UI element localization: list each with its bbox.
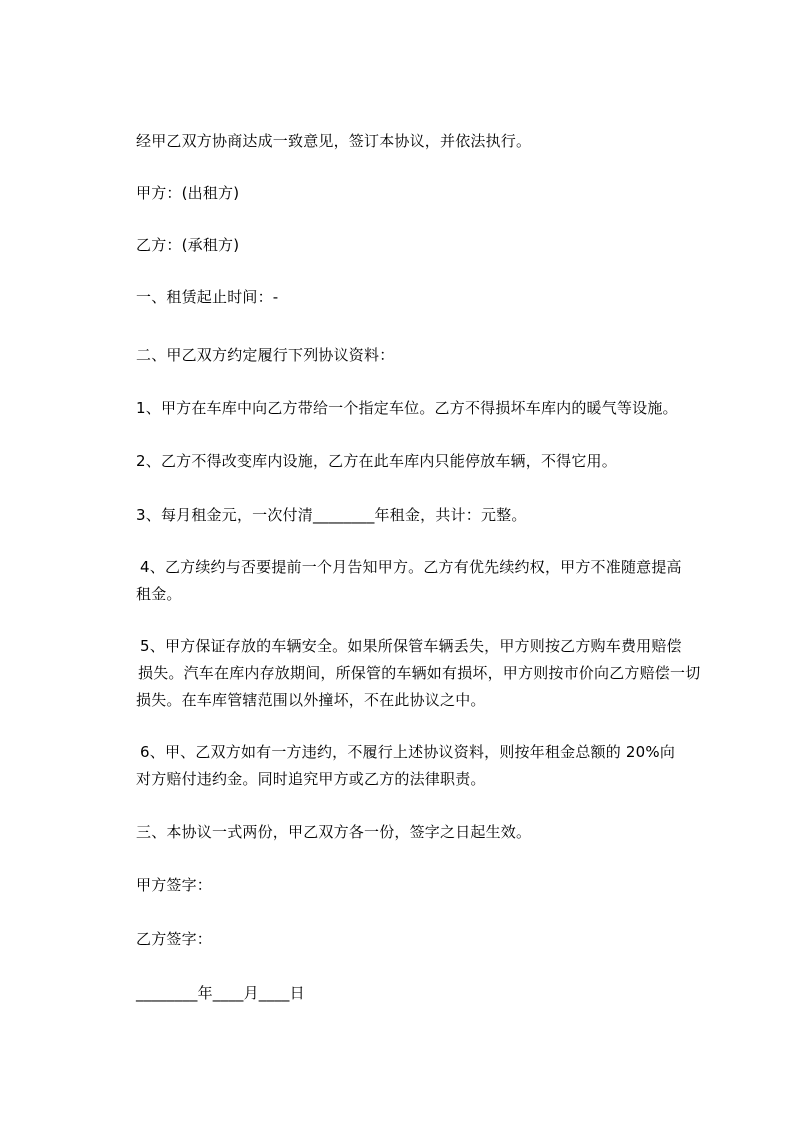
clause-2: 2、乙方不得改变库内设施，乙方在此车库内只能停放车辆，不得它用。 xyxy=(136,452,617,470)
clause-6-line-1: 6、甲、乙双方如有一方违约，不履行上述协议资料，则按年租金总额的 20%向 xyxy=(140,743,676,761)
clause-3: 3、每月租金元，一次付清________年租金，共计：元整。 xyxy=(136,506,527,524)
date-line: ________年____月____日 xyxy=(136,984,305,1002)
clause-1: 1、甲方在车库中向乙方带给一个指定车位。乙方不得损坏车库内的暖气等设施。 xyxy=(136,399,678,417)
party-a-signature-label: 甲方签字： xyxy=(136,876,213,894)
clause-4-line-1: 4、乙方续约与否要提前一个月告知甲方。乙方有优先续约权，甲方不准随意提高 xyxy=(140,558,682,576)
clause-5-line-2: 损失。汽车在库内存放期间，所保管的车辆如有损坏，甲方则按市价向乙方赔偿一切 xyxy=(138,664,701,682)
section-3-heading: 三、本协议一式两份，甲乙双方各一份，签字之日起生效。 xyxy=(136,823,532,841)
section-1-heading: 一、租赁起止时间：- xyxy=(136,288,279,306)
clause-6-line-2: 对方赔付违约金。同时追究甲方或乙方的法律职责。 xyxy=(136,770,486,788)
section-2-heading: 二、甲乙双方约定履行下列协议资料： xyxy=(136,346,395,364)
clause-4-line-2: 租金。 xyxy=(136,585,182,603)
clause-5-line-3: 损失。在车库管辖范围以外撞坏，不在此协议之中。 xyxy=(136,691,486,709)
clause-5-line-1: 5、甲方保证存放的车辆安全。如果所保管车辆丢失，甲方则按乙方购车费用赔偿 xyxy=(140,637,682,655)
party-b-label: 乙方：(承租方) xyxy=(136,236,240,254)
intro-text: 经甲乙双方协商达成一致意见，签订本协议，并依法执行。 xyxy=(136,132,532,150)
party-a-label: 甲方：(出租方) xyxy=(136,184,240,202)
party-b-signature-label: 乙方签字： xyxy=(136,930,213,948)
